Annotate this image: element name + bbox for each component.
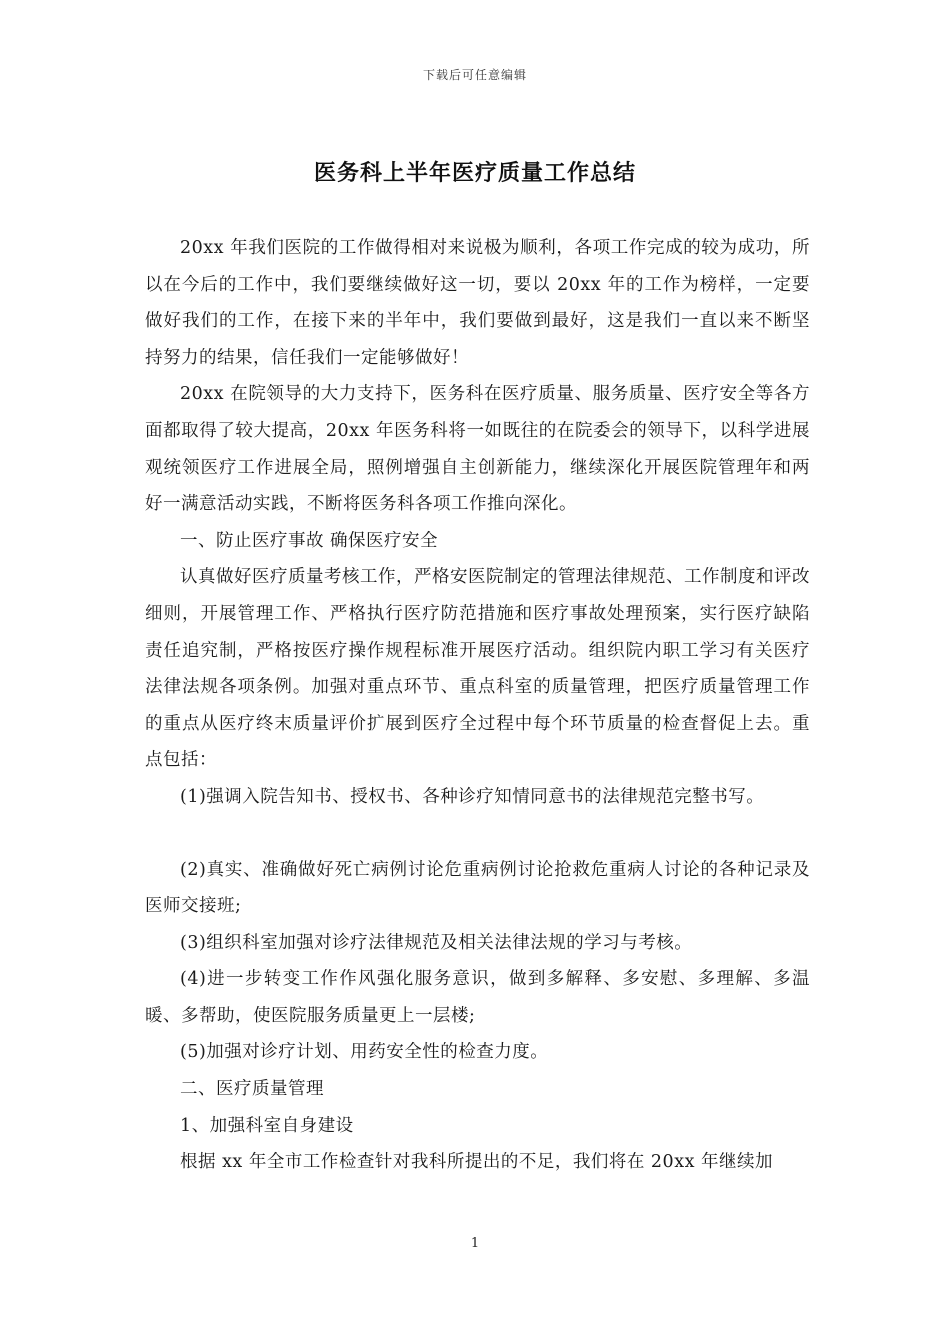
paragraph-section-1: 认真做好医疗质量考核工作，严格安医院制定的管理法律规范、工作制度和评改细则，开展管理工作、严格执行医疗防范措施和医疗事故处理预案，实行医疗缺陷责任追究制，严格按医疗操作规程标准开展医疗活动。组织院内职工学习有关医疗法律法规各项条例。加强对重点环节、重点科室的质量管理，把医疗质量管理工作的重点从医疗终末质量评价扩展到医疗全过程中每个环节质量的检查督促上去。重点包括： <box>145 567 810 771</box>
blank-line <box>145 816 810 852</box>
list-item-2: (2)真实、准确做好死亡病例讨论危重病例讨论抢救危重病人讨论的各种记录及医师交接班; <box>145 859 810 917</box>
list-item-4: (4)进一步转变工作作风强化服务意识，做到多解释、多安慰、多理解、多温暖、多帮助，使医院服务质量更上一层楼; <box>145 969 810 1026</box>
section-heading-2: 二、医疗质量管理 <box>180 1079 324 1100</box>
subsection-heading-1: 1、加强科室自身建设 <box>180 1115 354 1136</box>
list-item-1: (1)强调入院告知书、授权书、各种诊疗知情同意书的法律规范完整书写。 <box>180 786 765 807</box>
page-number: 1 <box>470 1236 480 1251</box>
list-item-3: (3)组织科室加强对诊疗法律规范及相关法律法规的学习与考核。 <box>180 932 693 953</box>
list-item-5: (5)加强对诊疗计划、用药安全性的检查力度。 <box>180 1042 549 1063</box>
section-heading-1: 一、防止医疗事故 确保医疗安全 <box>180 530 439 551</box>
paragraph-overview: 20xx 在院领导的大力支持下，医务科在医疗质量、服务质量、医疗安全等各方面都取得了较大提高，20xx 年医务科将一如既往的在院委会的领导下，以科学进展观统领医疗工作进展全局，照例增强自主创新能力，继续深化开展医院管理年和两好一满意活动实践，不断将医务科各项工作推向深化。 <box>145 384 810 515</box>
paragraph-section-2: 根据 xx 年全市工作检查针对我科所提出的不足，我们将在 20xx 年继续加 <box>180 1152 773 1173</box>
document-title: 医务科上半年医疗质量工作总结 <box>313 160 636 186</box>
document-body <box>145 230 810 1181</box>
paragraph-intro: 20xx 年我们医院的工作做得相对来说极为顺利，各项工作完成的较为成功，所以在今后的工作中，我们要继续做好这一切，要以 20xx 年的工作为榜样，一定要做好我们的工作，在接下来的半年中，我们要做到最好，这是我们一直以来不断坚持努力的结果，信任我们一定能够做好！ <box>145 238 810 368</box>
header-note: 下载后可任意编辑 <box>422 68 527 82</box>
